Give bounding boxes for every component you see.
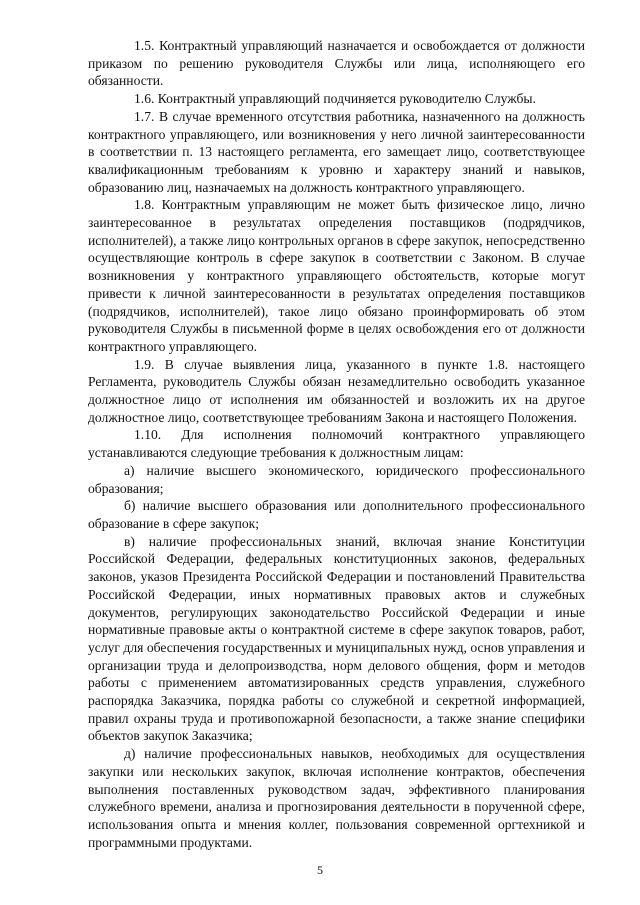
paragraph-1-7: 1.7. В случае временного отсутствия работника, назначенного на должность контрактного управляющего, или возникновения у него личной заинтересованности в соответствии п. 13 настоящего регламента, его замещает лицо, соответствующее квалификационным требованиям к уровню и характеру знаний и навыков, образованию лиц, назначаемых на должность контрактного управляющего. — [88, 108, 585, 195]
list-item-a: а) наличие высшего экономического, юридического профессионального образования; — [88, 462, 585, 496]
list-item-v: в) наличие профессиональных знаний, включая знание Конституции Российской Федерации, федеральных конституционных законов, федеральных законов, указов Президента Российской Федерации и постановлений Правительства Российской Федерации, иных нормативных правовых актов и служебных документов, регулирующих законодательство Российской Федерации и иные нормативные правовые акты о контрактной системе в сфере закупок товаров, работ, услуг для обеспечения государственных и муниципальных нужд, основ управления и организации труда и делопроизводства, норм делового общения, форм и методов работы с применением автоматизированных средств управления, служебного распорядка Заказчика, порядка работы со служебной и секретной информацией, правил охраны труда и противопожарной безопасности, а также знание специфики объектов закупок Заказчика; — [88, 533, 585, 744]
paragraph-1-6: 1.6. Контрактный управляющий подчиняется руководителю Службы. — [134, 91, 536, 107]
list-item-b: б) наличие высшего образования или дополнительного профессионального образование в сфере закупок; — [88, 498, 585, 531]
paragraph-1-9: 1.9. В случае выявления лица, указанного в пункте 1.8. настоящего Регламента, руководитель Службы обязан незамедлительно освободить указанное должностное лицо от исполнения им обязанностей и возложить их на другое должностное лицо, соответствующее требованиям Закона и настоящего Положения. — [88, 356, 585, 425]
paragraph-1-8: 1.8. Контрактным управляющим не может быть физическое лицо, лично заинтересованное в результатах определения поставщиков (подрядчиков, исполнителей), а также лицо контрольных органов в сфере закупок, непосредственно осуществляющие контроль в сфере закупок в соответствии с Законом. В случае возникновения у контрактного управляющего обстоятельств, которые могут привести к личной заинтересованности в результатах определения поставщиков (подрядчиков, исполнителей), такое лицо обязано проинформировать об этом руководителя Службы в письменной форме в целях освобождения его от должности контрактного управляющего. — [88, 197, 585, 354]
paragraph-1-5: 1.5. Контрактный управляющий назначается и освобождается от должности приказом по решению руководителя Службы или лица, исполняющего его обязанности. — [88, 38, 585, 89]
list-item-d: д) наличие профессиональных навыков, необходимых для осуществления закупки или нескольких закупок, включая исполнение контрактов, обеспечения выполнения поставленных руководством задач, эффективного планирования служебного времени, анализа и прогнозирования деятельности в порученной сфере, использования опыта и мнения коллег, пользования современной оргтехникой и программными продуктами. — [88, 746, 585, 850]
paragraph-1-10: 1.10. Для исполнения полномочий контрактного управляющего устанавливаются следующие требования к должностным лицам: — [88, 427, 585, 461]
document-page — [88, 37, 585, 851]
page-number: 5 — [317, 863, 323, 877]
